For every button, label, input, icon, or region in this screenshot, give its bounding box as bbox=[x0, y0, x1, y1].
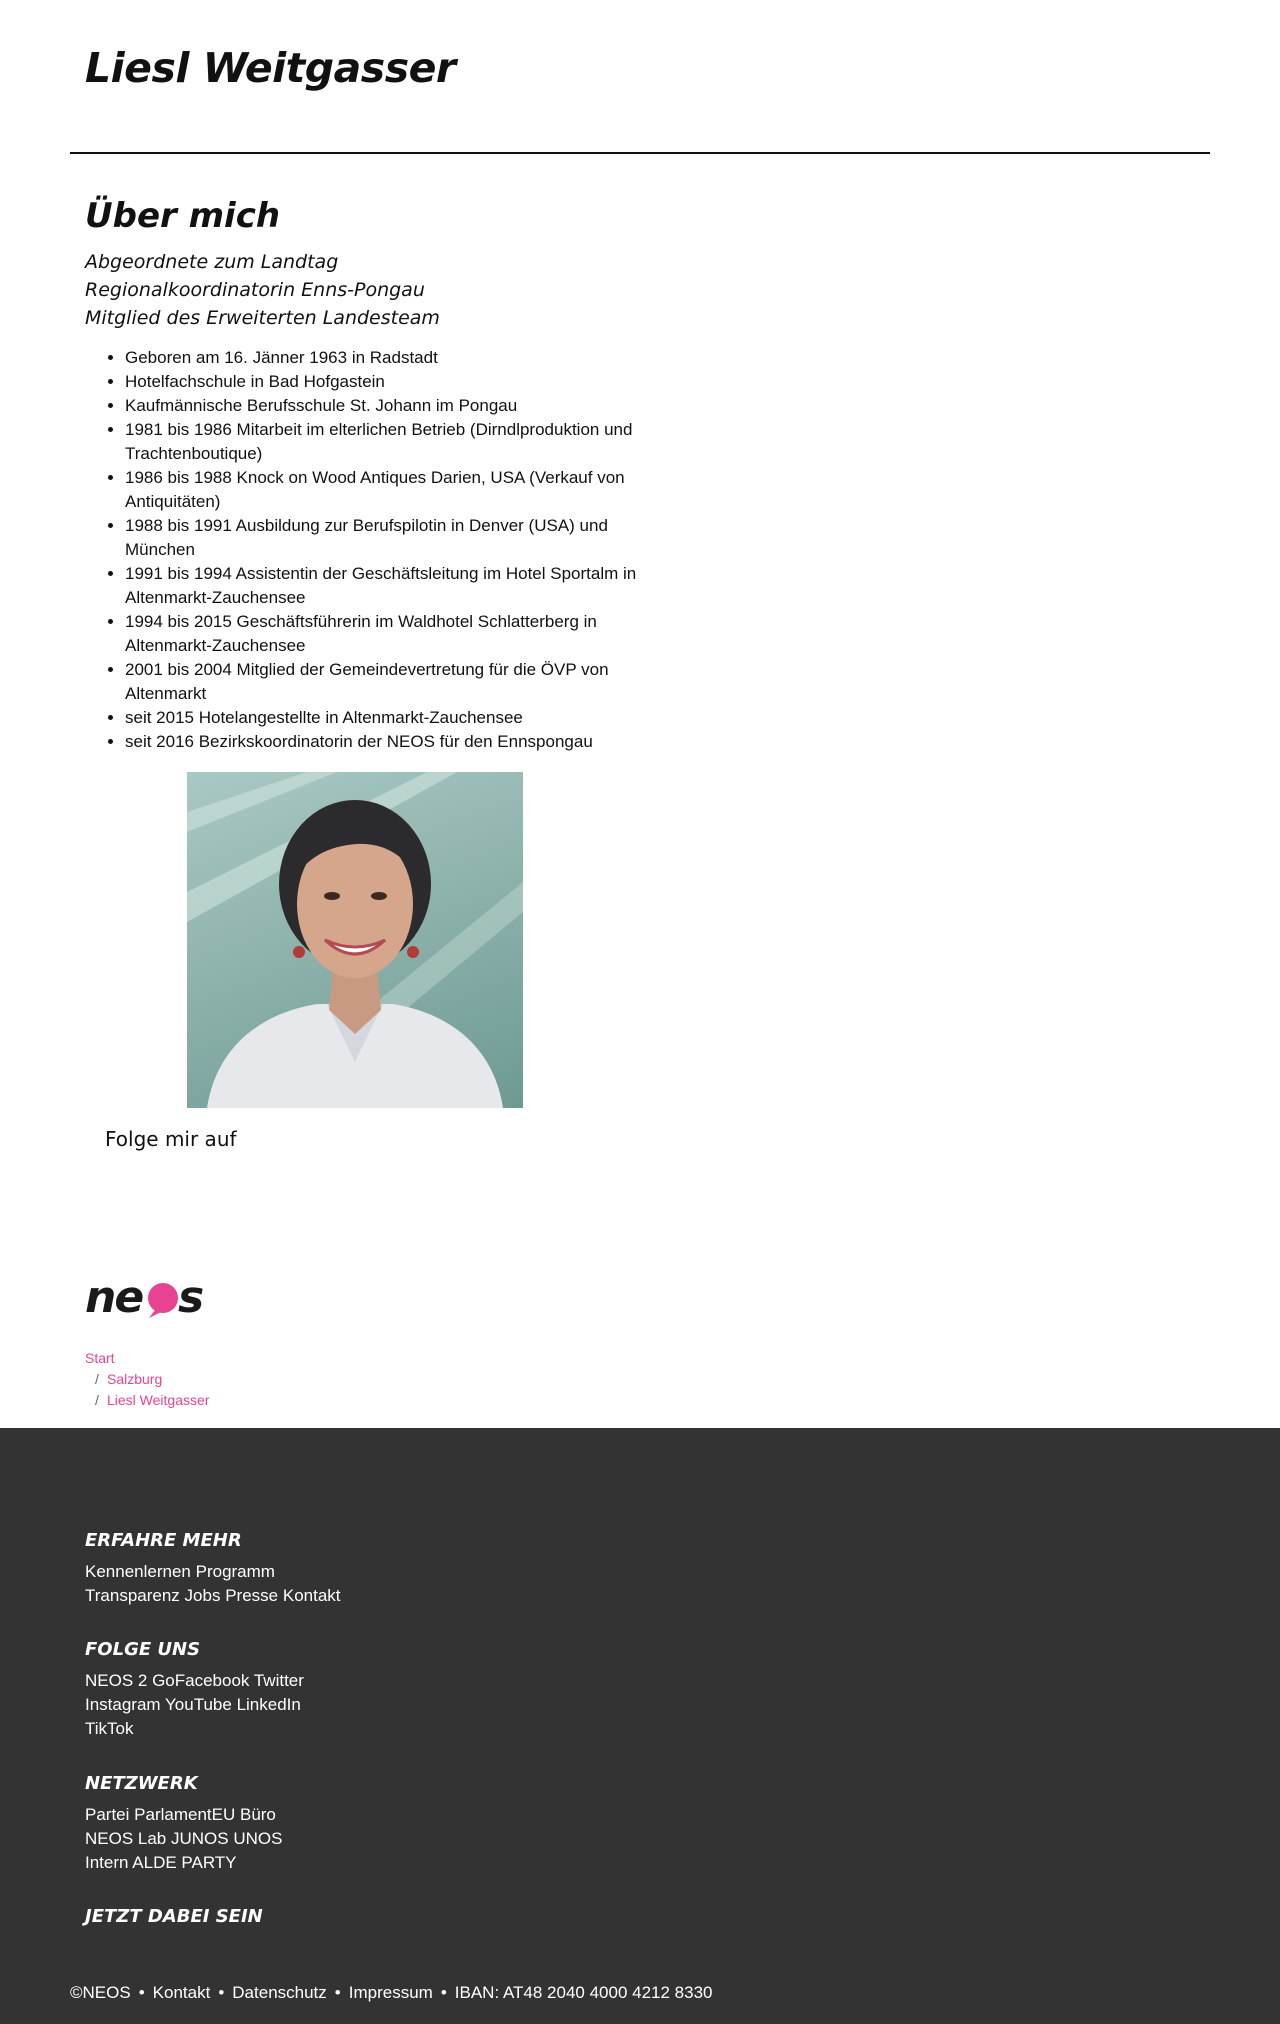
iban: IBAN: AT48 2040 4000 4212 8330 bbox=[454, 1983, 713, 2002]
footer-link[interactable]: Transparenz bbox=[85, 1586, 180, 1605]
footer-link[interactable]: NEOS 2 Go bbox=[85, 1671, 175, 1690]
role-item: Mitglied des Erweiterten Landesteam bbox=[85, 307, 440, 329]
footer-link[interactable]: Parlament bbox=[134, 1805, 212, 1824]
footer-link[interactable]: Facebook bbox=[174, 1671, 250, 1690]
breadcrumb-separator: / bbox=[95, 1392, 99, 1408]
breadcrumb-separator: / bbox=[95, 1371, 99, 1387]
portrait-photo bbox=[187, 772, 523, 1108]
separator-dot: • bbox=[218, 1983, 225, 2002]
footer-link[interactable]: YouTube bbox=[165, 1695, 232, 1714]
bio-item: • Geboren am 16. Jänner 1963 in Radstadt bbox=[125, 346, 665, 370]
separator-dot: • bbox=[440, 1983, 447, 2002]
footer-bottom-bar bbox=[70, 1983, 713, 2003]
footer-link[interactable]: Twitter bbox=[253, 1671, 304, 1690]
breadcrumb-link-start[interactable]: Start bbox=[85, 1350, 115, 1366]
footer-links-erfahre-mehr bbox=[85, 1560, 345, 1608]
footer-link[interactable]: Jobs bbox=[184, 1586, 221, 1605]
bio-item: • 1988 bis 1991 Ausbildung zur Berufspilotin in Denver (USA) und München bbox=[125, 514, 665, 562]
footer-link[interactable]: TikTok bbox=[85, 1719, 134, 1738]
bio-item: • 1981 bis 1986 Mitarbeit im elterlichen Betrieb (Dirndlproduktion und Trachtenboutique) bbox=[125, 418, 665, 466]
svg-text:ne: ne bbox=[85, 1272, 143, 1322]
separator-dot: • bbox=[138, 1983, 145, 2002]
bio-item: • Kaufmännische Berufsschule St. Johann im Pongau bbox=[125, 394, 665, 418]
bio-item: • 1986 bis 1988 Knock on Wood Antiques Darien, USA (Verkauf von Antiquitäten) bbox=[125, 466, 665, 514]
bio-item: • seit 2015 Hotelangestellte in Altenmarkt-Zauchensee bbox=[125, 706, 665, 730]
footer-links-folge-uns bbox=[85, 1669, 315, 1741]
neos-logo-icon bbox=[85, 1272, 215, 1322]
page-title: Liesl Weitgasser bbox=[85, 44, 456, 92]
role-item: Abgeordnete zum Landtag bbox=[85, 251, 339, 273]
footer-heading-netzwerk: NETZWERK bbox=[85, 1773, 198, 1794]
bio-list bbox=[85, 346, 665, 754]
footer-bottom-link-impressum[interactable]: Impressum bbox=[348, 1983, 433, 2002]
role-item: Regionalkoordinatorin Enns-Pongau bbox=[85, 279, 425, 301]
footer-heading-folge-uns: FOLGE UNS bbox=[85, 1639, 201, 1660]
title-divider bbox=[70, 152, 1210, 154]
bio-item: • Hotelfachschule in Bad Hofgastein bbox=[125, 370, 665, 394]
svg-text:s: s bbox=[178, 1272, 205, 1322]
footer-link[interactable]: Programm bbox=[195, 1562, 275, 1581]
footer-bottom-link-kontakt[interactable]: Kontakt bbox=[152, 1983, 211, 2002]
footer-link[interactable]: UNOS bbox=[233, 1829, 283, 1848]
footer-link[interactable]: NEOS Lab bbox=[85, 1829, 167, 1848]
breadcrumb bbox=[85, 1348, 209, 1411]
breadcrumb-link-current[interactable]: Liesl Weitgasser bbox=[107, 1392, 210, 1408]
breadcrumb-link-salzburg[interactable]: Salzburg bbox=[107, 1371, 163, 1387]
about-heading: Über mich bbox=[85, 196, 281, 236]
bio-item: • 1994 bis 2015 Geschäftsführerin im Waldhotel Schlatterberg in Altenmarkt-Zauchensee bbox=[125, 610, 665, 658]
portrait-illustration bbox=[187, 772, 523, 1108]
footer-link[interactable]: Instagram bbox=[85, 1695, 161, 1714]
footer-link[interactable]: Kontakt bbox=[282, 1586, 341, 1605]
bio-item: • 1991 bis 1994 Assistentin der Geschäftsleitung im Hotel Sportalm in Altenmarkt-Zauchensee bbox=[125, 562, 665, 610]
footer-link[interactable]: Presse bbox=[225, 1586, 279, 1605]
site-footer bbox=[0, 1428, 1280, 2024]
footer-link[interactable]: Intern bbox=[85, 1853, 129, 1872]
footer-link[interactable]: Partei bbox=[85, 1805, 130, 1824]
copyright: ©NEOS bbox=[70, 1983, 131, 2002]
bio-item: • seit 2016 Bezirkskoordinatorin der NEOS für den Ennspongau bbox=[125, 730, 665, 754]
follow-me-label: Folge mir auf bbox=[105, 1127, 237, 1151]
footer-bottom-link-datenschutz[interactable]: Datenschutz bbox=[232, 1983, 327, 2002]
footer-link[interactable]: Kennenlernen bbox=[85, 1562, 191, 1581]
footer-link[interactable]: LinkedIn bbox=[236, 1695, 301, 1714]
separator-dot: • bbox=[334, 1983, 341, 2002]
footer-links-netzwerk bbox=[85, 1803, 325, 1875]
neos-logo[interactable] bbox=[85, 1272, 215, 1322]
roles-list bbox=[85, 248, 440, 332]
footer-heading-erfahre-mehr: ERFAHRE MEHR bbox=[85, 1530, 242, 1551]
footer-link[interactable]: EU Büro bbox=[211, 1805, 276, 1824]
footer-link[interactable]: ALDE PARTY bbox=[132, 1853, 237, 1872]
footer-heading-jetzt-dabei-sein[interactable]: JETZT DABEI SEIN bbox=[85, 1906, 263, 1927]
bio-item: • 2001 bis 2004 Mitglied der Gemeindevertretung für die ÖVP von Altenmarkt bbox=[125, 658, 665, 706]
footer-link[interactable]: JUNOS bbox=[171, 1829, 229, 1848]
